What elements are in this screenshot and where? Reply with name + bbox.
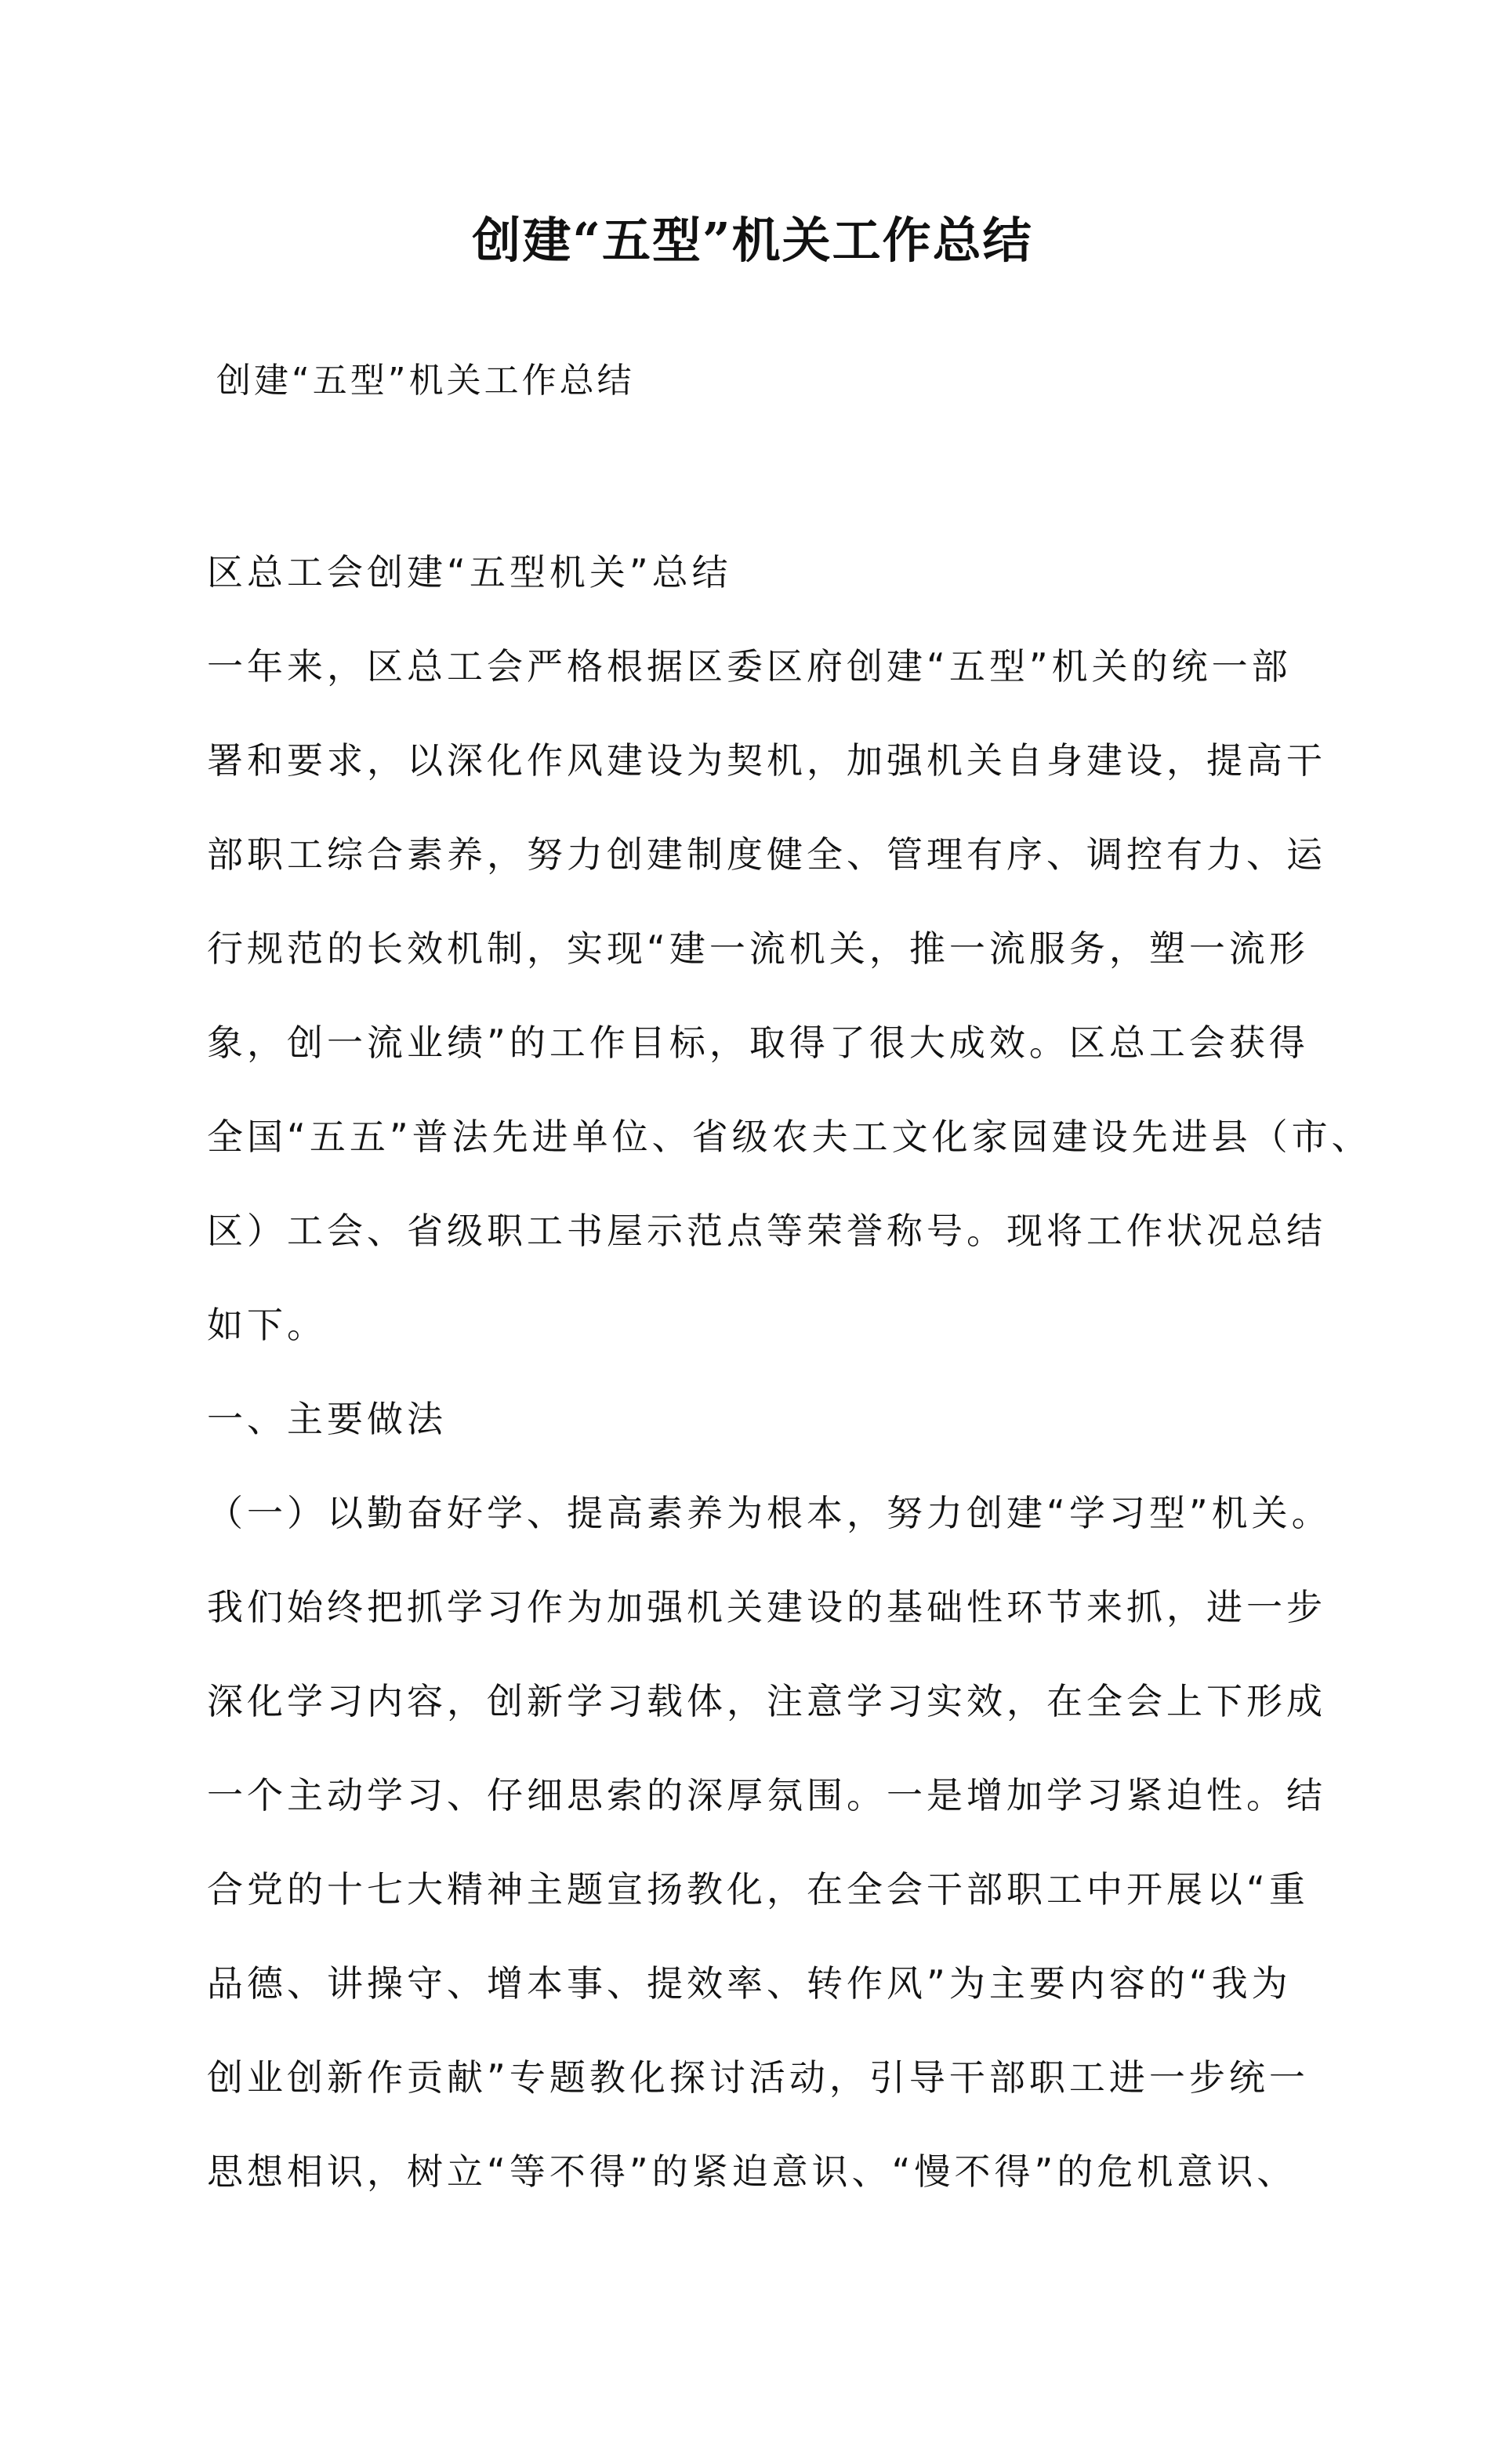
body-line: 我们始终把抓学习作为加强机关建设的基础性环节来抓，进一步 xyxy=(207,1586,1326,1628)
body-line: 行规范的长效机制，实现“建一流机关，推一流服务，塑一流形 xyxy=(207,927,1309,970)
body-line: 一年来，区总工会严格根据区委区府创建“五型”机关的统一部 xyxy=(207,645,1292,688)
body-line: 区）工会、省级职工书屋示范点等荣誉称号。现将工作状况总结 xyxy=(207,1210,1326,1252)
body-line: 深化学习内容，创新学习载体，注意学习实效，在全会上下形成 xyxy=(207,1680,1326,1722)
body-line: 署和要求，以深化作风建设为契机，加强机关自身建设，提高干 xyxy=(207,739,1326,782)
subsection-heading: （一）以勤奋好学、提高素养为根本，努力创建“学习型”机关。 xyxy=(207,1492,1332,1534)
body-line: 部职工综合素养，努力创建制度健全、管理有序、调控有力、运 xyxy=(207,833,1326,876)
document-title: 创建“五型”机关工作总结 xyxy=(472,212,1033,269)
body-line: 品德、讲操守、增本事、提效率、转作风”为主要内容的“我为 xyxy=(207,1962,1292,2005)
document-subtitle: 创建“五型”机关工作总结 xyxy=(216,361,635,401)
body-line: 思想相识，树立“等不得”的紧迫意识、“慢不得”的危机意识、 xyxy=(207,2150,1297,2193)
body-line: 创业创新作贡献”专题教化探讨活动，引导干部职工进一步统一 xyxy=(207,2056,1309,2099)
body-line: 合党的十七大精神主题宣扬教化，在全会干部职工中开展以“重 xyxy=(207,1868,1309,1911)
body-line: 如下。 xyxy=(207,1304,327,1346)
body-line: 区总工会创建“五型机关”总结 xyxy=(207,551,732,593)
document-body xyxy=(207,541,1372,2234)
section-heading: 一、主要做法 xyxy=(207,1398,447,1440)
body-line: 一个主动学习、仔细思索的深厚氛围。一是增加学习紧迫性。结 xyxy=(207,1774,1326,1816)
body-line: 象，创一流业绩”的工作目标，取得了很大成效。区总工会获得 xyxy=(207,1022,1309,1064)
body-line: 全国“五五”普法先进单位、省级农夫工文化家园建设先进县（市、 xyxy=(207,1116,1372,1158)
